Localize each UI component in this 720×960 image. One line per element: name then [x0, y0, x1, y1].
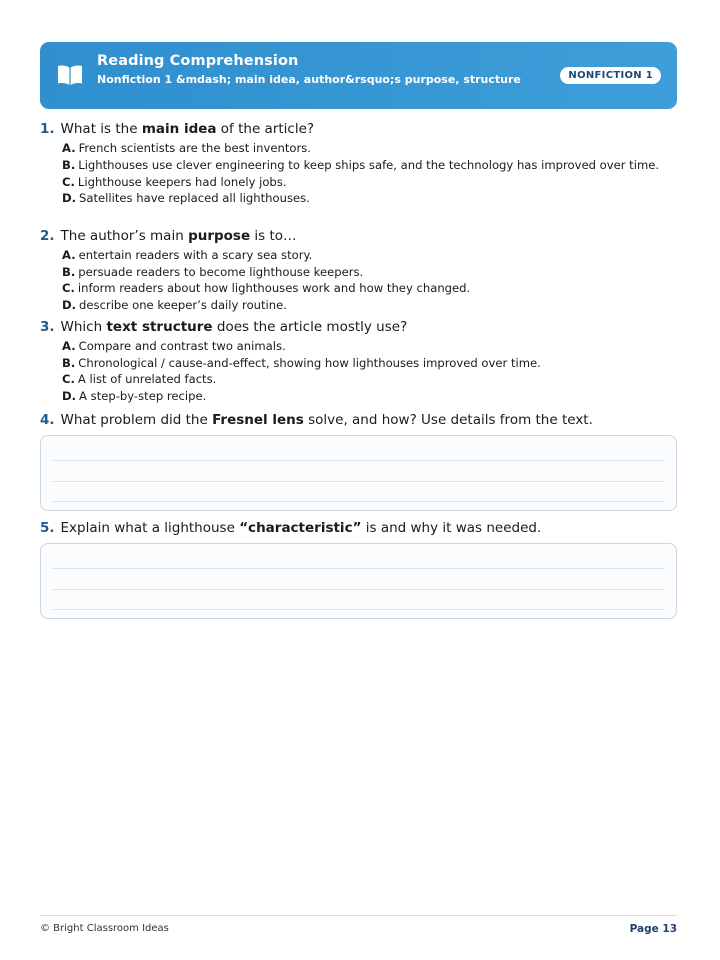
option-text: describe one keeper’s daily routine.	[79, 297, 287, 312]
question-stem	[40, 120, 680, 138]
writing-line	[53, 460, 664, 461]
option-text: A step-by-step recipe.	[79, 388, 207, 403]
question-stem	[40, 227, 680, 245]
option-letter: A.	[62, 141, 76, 155]
section-badge: NONFICTION 1	[560, 67, 661, 84]
option-letter: C.	[62, 281, 75, 295]
answer-option[interactable]	[62, 280, 680, 297]
stem-text: is to…	[250, 228, 297, 244]
option-text: A list of unrelated facts.	[77, 372, 217, 386]
stem-text: solve, and how? Use details from the text.	[303, 412, 593, 428]
option-text: Satellites have replaced all lighthouses.	[79, 191, 310, 205]
option-letter: D.	[62, 297, 77, 312]
stem-text: What problem did the	[60, 412, 213, 428]
answer-option[interactable]	[62, 338, 680, 355]
header-banner	[40, 42, 677, 109]
option-letter: C.	[62, 174, 75, 189]
footer-copyright: © Bright Classroom Ideas	[40, 923, 169, 934]
stem-text: of the article?	[216, 121, 315, 137]
question-3	[40, 318, 680, 404]
answer-option[interactable]	[62, 174, 680, 191]
question-number: 1.	[40, 121, 55, 137]
option-text: inform readers about how lighthouses work and how they changed.	[77, 281, 471, 295]
option-text: Chronological / cause-and-effect, showing how lighthouses improved over time.	[78, 355, 541, 370]
page-number: Page 13	[629, 923, 677, 935]
answer-box-5[interactable]	[40, 543, 677, 619]
answer-option[interactable]	[62, 158, 662, 172]
option-text: Lighthouses use clever engineering to keep ships safe, and the technology has improved over time.	[78, 157, 660, 172]
stem-text: What is the	[60, 121, 142, 137]
option-letter: D.	[62, 388, 77, 403]
option-letter: A.	[62, 339, 76, 353]
answer-option[interactable]	[62, 355, 680, 372]
stem-text: Explain what a lighthouse	[60, 520, 240, 536]
answer-option[interactable]	[62, 140, 680, 157]
stem-text: is and why it was needed.	[361, 520, 542, 536]
answer-option[interactable]	[62, 264, 680, 281]
option-text: entertain readers with a scary sea story.	[78, 248, 313, 262]
option-text: Lighthouse keepers had lonely jobs.	[77, 174, 287, 189]
writing-line	[53, 481, 664, 482]
stem-keyword: purpose	[188, 228, 251, 244]
question-number: 4.	[40, 412, 55, 428]
stem-keyword: Fresnel lens	[212, 412, 304, 428]
writing-line	[53, 589, 664, 590]
option-letter: B.	[62, 264, 76, 279]
option-letter: C.	[62, 372, 75, 386]
answer-option[interactable]	[62, 190, 680, 207]
writing-line	[53, 501, 664, 502]
question-2	[40, 227, 680, 313]
open-book-icon	[57, 64, 83, 86]
option-letter: D.	[62, 191, 77, 205]
question-number: 5.	[40, 520, 55, 536]
option-letter: B.	[62, 157, 76, 172]
stem-keyword: text structure	[106, 319, 213, 335]
question-stem	[40, 318, 680, 336]
option-letter: A.	[62, 248, 76, 262]
stem-text: does the article mostly use?	[212, 319, 408, 335]
stem-keyword: “characteristic”	[239, 520, 362, 536]
stem-text: The author’s main	[60, 228, 189, 244]
answer-option[interactable]	[62, 388, 680, 405]
question-stem	[40, 519, 680, 537]
answer-option[interactable]	[62, 247, 680, 264]
question-stem	[40, 411, 680, 429]
option-letter: B.	[62, 355, 76, 370]
question-4	[40, 411, 680, 429]
option-text: Compare and contrast two animals.	[78, 339, 286, 353]
writing-line	[53, 609, 664, 610]
page-subtitle: Nonfiction 1 &mdash; main idea, author&rsquo;s purpose, structure	[97, 73, 521, 86]
question-1	[40, 120, 680, 207]
answer-box-4[interactable]	[40, 435, 677, 511]
stem-keyword: main idea	[141, 121, 217, 137]
answer-option[interactable]	[62, 297, 680, 314]
stem-text: Which	[60, 319, 107, 335]
footer-divider	[40, 915, 677, 916]
question-number: 3.	[40, 319, 55, 335]
writing-line	[53, 568, 664, 569]
question-5	[40, 519, 680, 537]
page-title: Reading Comprehension	[97, 53, 299, 69]
question-number: 2.	[40, 228, 55, 244]
answer-option[interactable]	[62, 371, 680, 388]
option-text: French scientists are the best inventors.	[78, 141, 311, 155]
option-text: persuade readers to become lighthouse keepers.	[78, 264, 364, 279]
